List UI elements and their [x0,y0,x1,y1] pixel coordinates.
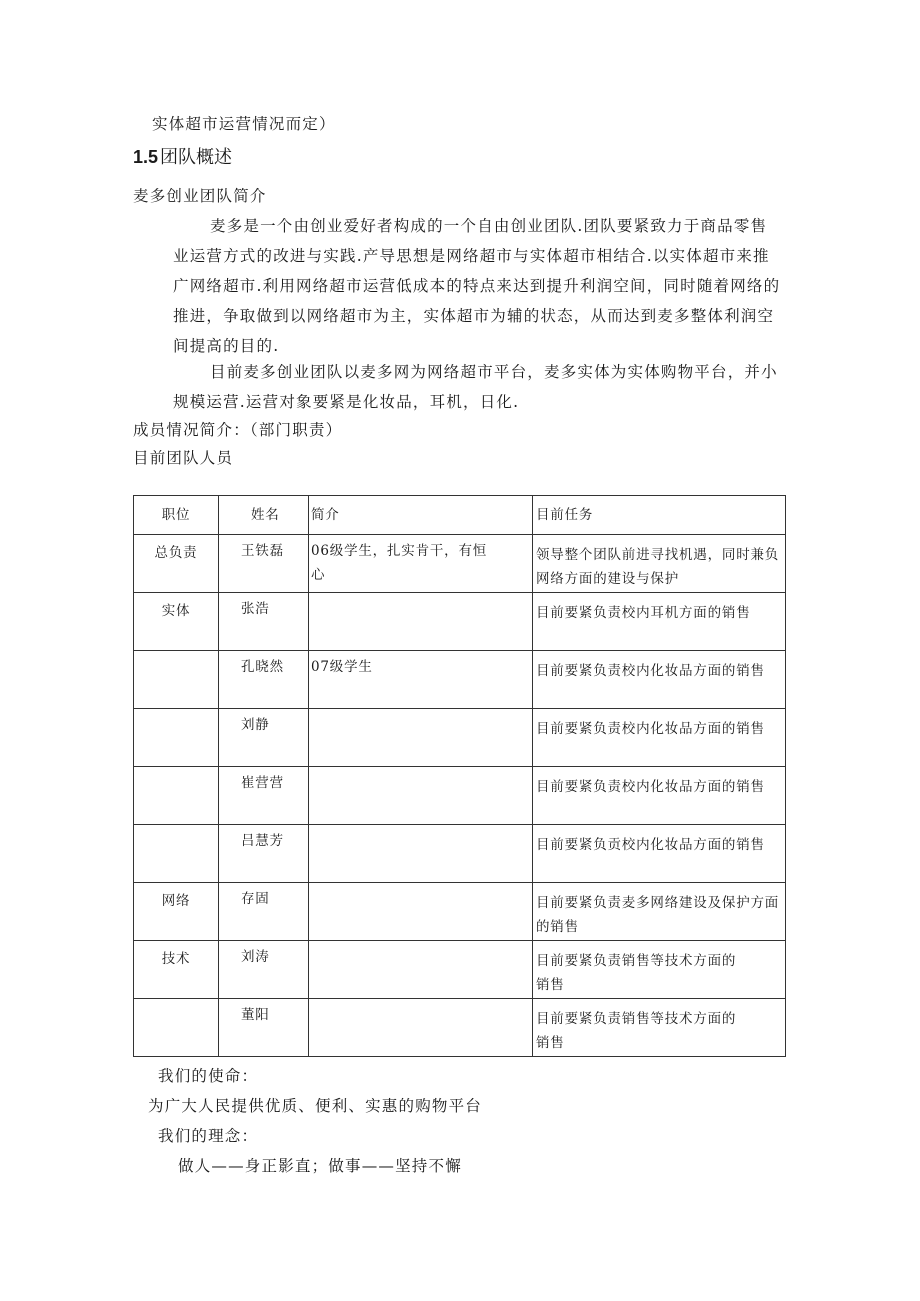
cell-task: 目前要紧负责销售等技术方面的 销售 [533,999,786,1057]
cell-position: 技术 [134,941,219,999]
cell-task: 目前要紧负贡校内化妆品方面的销售 [533,825,786,883]
table-row [134,941,786,999]
paragraph2-line: 规模运营.运营对象要紧是化妆品，耳机，日化. [173,393,520,411]
paragraph1-line: 推进，争取做到以网络超市为主，实体超市为辅的状态，从而达到麦多整体利润空 [173,307,775,325]
cell-intro [309,883,533,941]
cell-name: 孔晓然 [219,651,309,709]
cell-task: 目前要紧负责销售等技术方面的 销售 [533,941,786,999]
team-heading: 目前团队人员 [133,449,234,467]
cell-task: 目前要紧负责麦多网络建设及保护方面 的销售 [533,883,786,941]
cell-name: 存固 [219,883,309,941]
section-number: 1.5 [133,147,159,167]
continued-text-fragment: 实体超市运营情况而定） [152,115,336,133]
team-members-table [133,495,786,1057]
cell-name: 王铁磊 [219,535,309,593]
cell-task: 目前要紧负责校内化妆品方面的销售 [533,651,786,709]
cell-task: 领导整个团队前进寻找机遇，同时兼负 网络方面的建设与保护 [533,535,786,593]
table-row [134,767,786,825]
cell-position: 总负责 [134,535,219,593]
intro-heading: 麦多创业团队简介 [133,187,267,205]
paragraph1-line: 麦多是一个由创业爱好者构成的一个自由创业团队.团队要紧致力于商品零售 [210,217,768,235]
cell-position [134,651,219,709]
section-title: 团队概述 [160,147,233,168]
table-row [134,651,786,709]
cell-position: 网络 [134,883,219,941]
cell-position: 实体 [134,593,219,651]
table-row [134,999,786,1057]
paragraph1-line: 业运营方式的改进与实践.产导思想是网络超市与实体超市相结合.以实体超市来推 [173,247,770,265]
header-task: 目前任务 [533,496,786,535]
header-name: 姓名 [219,496,309,535]
table-row [134,883,786,941]
cell-task: 目前要紧负责校内化妆品方面的销售 [533,709,786,767]
cell-name: 张浩 [219,593,309,651]
table-row [134,593,786,651]
cell-intro [309,941,533,999]
cell-intro [309,767,533,825]
paragraph1-line: 间提高的目的. [173,337,280,355]
table-row [134,709,786,767]
cell-task: 目前要紧负责校内耳机方面的销售 [533,593,786,651]
table-row [134,825,786,883]
table-header-row [134,496,786,535]
cell-intro: 06级学生，扎实肯干，有恒 心 [309,535,533,593]
cell-task: 目前要紧负责校内化妆品方面的销售 [533,767,786,825]
mission-text: 为广大人民提供优质、便利、实惠的购物平台 [148,1097,483,1115]
paragraph2-line: 目前麦多创业团队以麦多网为网络超市平台，麦多实体为实体购物平台，并小 [210,363,778,381]
cell-name: 崔营营 [219,767,309,825]
header-position: 职位 [134,496,219,535]
cell-position [134,999,219,1057]
cell-intro [309,709,533,767]
philosophy-heading: 我们的理念： [158,1127,259,1145]
cell-name: 刘涛 [219,941,309,999]
header-intro: 简介 [309,496,533,535]
cell-name: 刘静 [219,709,309,767]
table-row [134,535,786,593]
philosophy-text: 做人——身正影直；做事——坚持不懈 [178,1157,462,1175]
cell-intro: 07级学生 [309,651,533,709]
cell-position [134,825,219,883]
cell-intro [309,593,533,651]
cell-name: 董阳 [219,999,309,1057]
cell-name: 吕慧芳 [219,825,309,883]
cell-intro [309,825,533,883]
members-heading: 成员情况简介：（部门职责） [133,421,343,439]
mission-heading: 我们的使命： [158,1067,259,1085]
cell-position [134,767,219,825]
paragraph1-line: 广网络超市.利用网络超市运营低成本的特点来达到提升利润空间，同时随着网络的 [173,277,781,295]
section-heading [133,146,232,169]
cell-intro [309,999,533,1057]
cell-position [134,709,219,767]
